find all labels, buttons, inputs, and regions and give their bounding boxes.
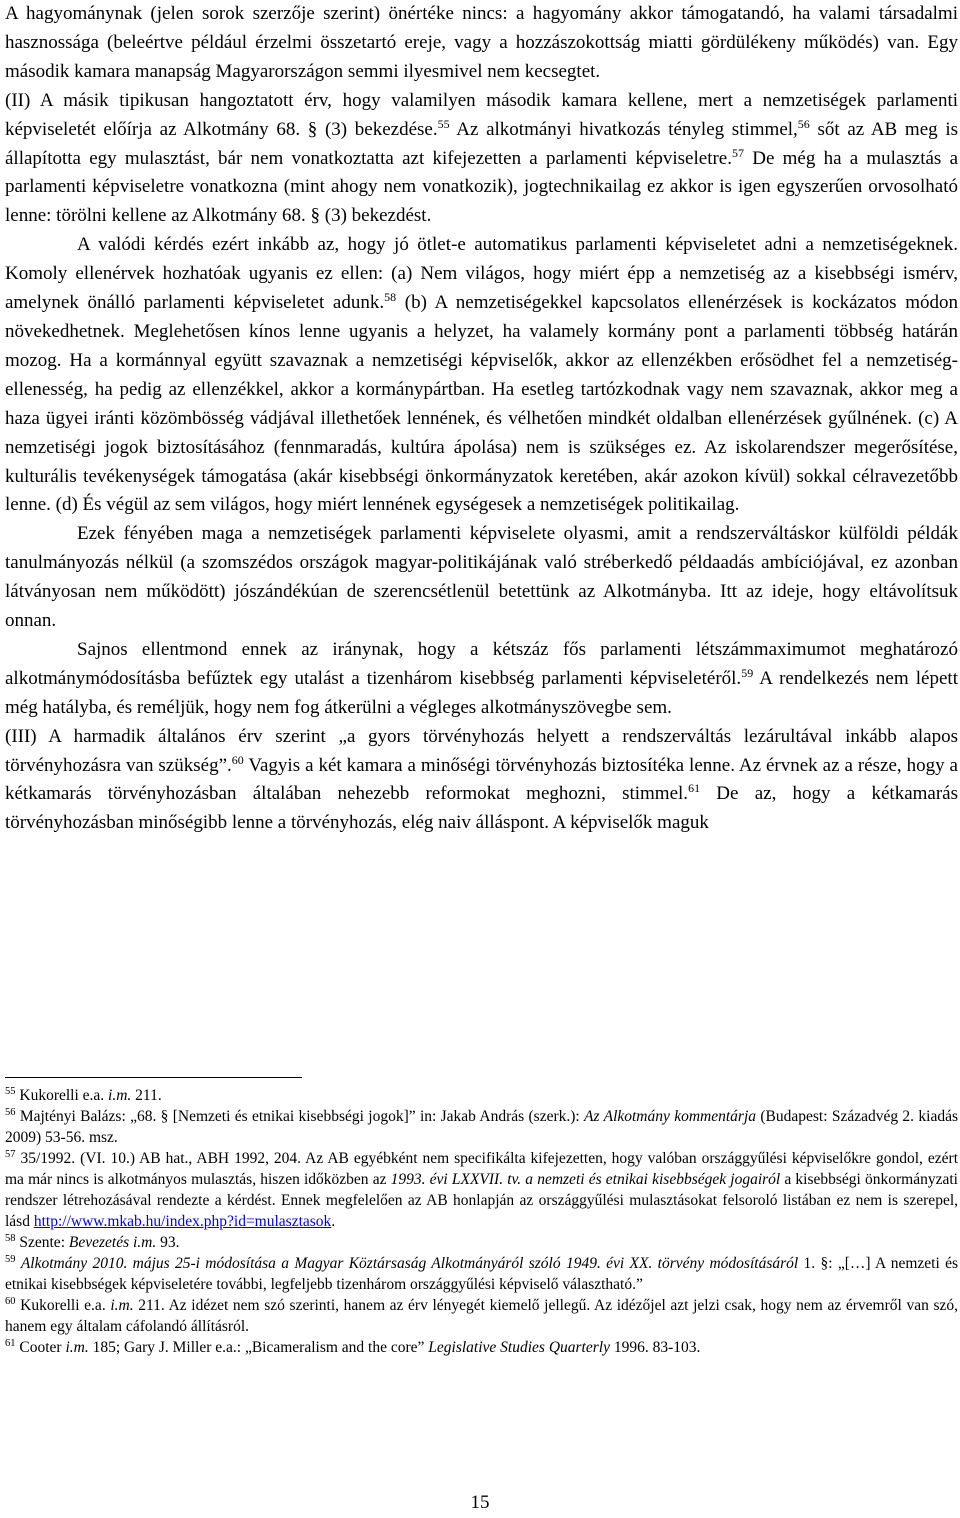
text-run: A valódi kérdés ezért inkább az, hogy jó ötlet-e automatikus parlamenti képviseletet adni a nemzetiségeknek. Komoly ellenérvek hozhatóak ugyanis ez ellen: (a) Nem világos, hogy miért épp a nemzetiség az a kisebbségi ismérv, amelynek önálló parlamenti képviseletet adunk.	[5, 234, 958, 314]
text-run: 185; Gary J. Miller e.a.: „Bicameralism and the core”	[88, 1339, 429, 1356]
text-run: sőt az AB meg is állapította egy mulasztást, bár nem vonatkoztatta azt kifejezetten a parlamenti képviseletre.	[5, 118, 958, 169]
text-run: 211.	[131, 1087, 162, 1104]
footnote-separator	[5, 1077, 302, 1078]
footnote-number: 61	[5, 1338, 16, 1349]
text-run: Kukorelli e.a.	[15, 1087, 109, 1104]
text-run: 1996. 83-103.	[609, 1339, 701, 1356]
paragraph-conclusion: Ezek fényében maga a nemzetiségek parlamenti képviselete olyasmi, amit a rendszerváltáskor külföldi példák tanulmányozás nélkül (a szomszédos országok magyar-politikájának való stréberkedő példaadás ambíciójával, ez azonban látványosan nem működött) jószándékúan de szerencsétlenül betettünk az Alkotmányba. Itt az ideje, hogy eltávolítsuk onnan.	[5, 523, 958, 632]
footnote-number: 58	[5, 1233, 16, 1244]
footnote-56	[5, 1106, 958, 1148]
page-number: 15	[470, 1492, 490, 1513]
footnote-ref-58[interactable]: 58	[384, 290, 397, 305]
text-run: (b) A nemzetiségekkel kapcsolatos ellenérzések is kockázatos módon növekedhetnek. Meglehetősen kínos lenne ugyanis a helyzet, ha valamely kormány pont a parlamenti többség határán mozog. Ha a kormánnyal együtt szavaznak a nemzetiségi képviselők, akkor az ellenzékben erősödhet fel a nemzetiség-ellenesség, ha pedig az ellenzékkel, akkor a kormánypártban. Ha esetleg tartózkodnak vagy nem szavaznak, akkor meg a haza ügyei iránti közömbösség vádjával illethetőek lennének, és vélhetően mindkét oldalban ellenérzések gyűlnének. (c) A nemzetiségi jogok biztosításához (fennmaradás, kultúra ápolása) nem is szükséges ez. Az iskolarendszer megerősítése, kulturális tevékenységek támogatása (akár kisebbségi önkormányzatok keretében, akár azokon kívül) sokkal célravezetőbb lenne. (d) És végül az sem világos, hogy miért lennének egységesek a nemzetiségek politikailag.	[5, 292, 958, 516]
footnote-ref-57[interactable]: 57	[732, 145, 744, 160]
text-run: Majtényi Balázs: „68. § [Nemzeti és etnikai kisebbségi jogok]” in: Jakab András (szerk.):	[15, 1108, 585, 1125]
italic-run: Az Alkotmány kommentárja	[584, 1108, 757, 1125]
paragraph-tradition: A hagyománynak (jelen sorok szerzője szerint) önértéke nincs: a hagyomány akkor támogatandó, ha valami társadalmi hasznossága (beleértve például érzelmi összetartó ereje, vagy a hozzászokottság miatti gördülékeny működés) van. Egy második kamara manapság Magyarországon semmi ilyesmivel nem kecsegtet.	[5, 3, 958, 82]
footnote-55	[5, 1085, 958, 1106]
italic-run: i.m.	[108, 1087, 132, 1104]
text-run: Sajnos ellentmond ennek az iránynak, hogy a kétszáz fős parlamenti létszámmaximumot meghatározó alkotmánymódosításba befűztek egy utalást a tizenhárom kisebbség parlamenti képviseletéről.	[5, 638, 958, 689]
text-run: De még ha a mulasztás a parlamenti képviseletre vonatkozna (mint ahogy nem vonatkozik), jogtechnikailag ez akkor is igen egyszerűen orvosolható lenne: törölni kellene az Alkotmány 68. § (3) bekezdést.	[5, 147, 958, 227]
footnote-number: 57	[5, 1149, 16, 1160]
text-run: a kisebbségi önkormányzati rendszer létrehozásával rendezte a kérdést. Ennek megfelelően az AB honlapján az országgyűlési mulasztásokat felsoroló listában ez nem is szerepel, lásd	[5, 1171, 958, 1230]
text-run: Vagyis a két kamara a minőségi törvényhozás biztosítéka lenne. Az érvnek az a része, hogy a kétkamarás törvényhozásban általában nehezebb reformokat meghozni, stimmel.	[5, 754, 958, 805]
text-run: 35/1992. (VI. 10.) AB hat., ABH 1992, 204. Az AB egyébként nem specifikálta kifejezetten, hogy valóban országgyűlési képviselőkre gondol, ezért ma már nincs is alkotmányos mulasztás, hiszen időközben az	[5, 1150, 958, 1188]
text-run: Cooter	[15, 1339, 66, 1356]
text-run: A rendelkezés nem lépett még hatályba, és reméljük, hogy nem fog átkerülni a végleges alkotmányszövegbe sem.	[5, 667, 958, 718]
text-run: De az, hogy a kétkamarás törvényhozásban minőségibb lenne a törvényhozás, elég naiv álláspont. A képviselők maguk	[5, 783, 958, 834]
footnote-ref-56[interactable]: 56	[797, 116, 810, 131]
paragraph-argument-ii	[5, 87, 958, 232]
text-run: 1. §: „[…] A nemzeti és etnikai kisebbségek képviseletére további, legfeljebb tizenhárom országgyűlési képviselő választható.”	[5, 1255, 958, 1293]
text-run: Kukorelli e.a.	[15, 1297, 111, 1314]
footnote-60	[5, 1295, 958, 1337]
footnote-ref-59[interactable]: 59	[741, 665, 754, 680]
footnote-ref-60[interactable]: 60	[231, 752, 244, 767]
footnote-61	[5, 1337, 958, 1358]
text-run: Szente:	[15, 1234, 69, 1251]
paragraph-argument-iii	[5, 723, 958, 839]
main-text	[5, 0, 958, 838]
italic-run: i.m.	[110, 1297, 134, 1314]
text-run: (III) A harmadik általános érv szerint „a gyors törvényhozás helyett a rendszerváltás lezárultával inkább alapos törvényhozásra van szükség”.	[5, 725, 958, 776]
mkab-link[interactable]: http://www.mkab.hu/index.php?id=mulasztasok	[33, 1213, 332, 1230]
italic-run: i.m.	[65, 1339, 89, 1356]
footnote-57	[5, 1148, 958, 1232]
footnote-number: 56	[5, 1107, 16, 1118]
italic-run: Legislative Studies Quarterly	[428, 1339, 610, 1356]
footnote-number: 59	[5, 1254, 16, 1265]
text-run: 211. Az idézet nem szó szerinti, hanem az érv lényegét kiemelő jellegű. Az idézőjel azt jelzi csak, hogy nem az érvemről van szó, hanem egy általam cáfolandó állításról.	[5, 1297, 958, 1335]
text-run: (Budapest: Századvég 2. kiadás 2009) 53-56. msz.	[5, 1108, 958, 1146]
paragraph-real-question	[5, 231, 958, 520]
text-run: (II) A másik tipikusan hangoztatott érv, hogy valamilyen második kamara kellene, mert a nemzetiségek parlamenti képviseletét előírja az Alkotmány 68. § (3) bekezdése.	[5, 89, 958, 140]
footnote-59	[5, 1253, 958, 1295]
footnote-58	[5, 1232, 958, 1253]
text-run: 93.	[156, 1234, 180, 1251]
italic-run: Alkotmány 2010. május 25-i módosítása a Magyar Köztársaság Alkotmányáról szóló 1949. évi XX. törvény módosításáról	[20, 1255, 799, 1272]
footnote-ref-55[interactable]: 55	[437, 116, 450, 131]
text-run: .	[331, 1213, 336, 1230]
footnote-number: 60	[5, 1296, 16, 1307]
footnotes	[5, 1085, 958, 1358]
footnote-ref-61[interactable]: 61	[688, 781, 701, 796]
italic-run: 1993. évi LXXVII. tv. a nemzeti és etnikai kisebbségek jogairól	[390, 1171, 781, 1188]
text-run: Az alkotmányi hivatkozás tényleg stimmel,	[449, 118, 798, 140]
footnote-number: 55	[5, 1086, 16, 1097]
paragraph-amendment	[5, 636, 958, 723]
italic-run: Bevezetés i.m.	[68, 1234, 157, 1251]
